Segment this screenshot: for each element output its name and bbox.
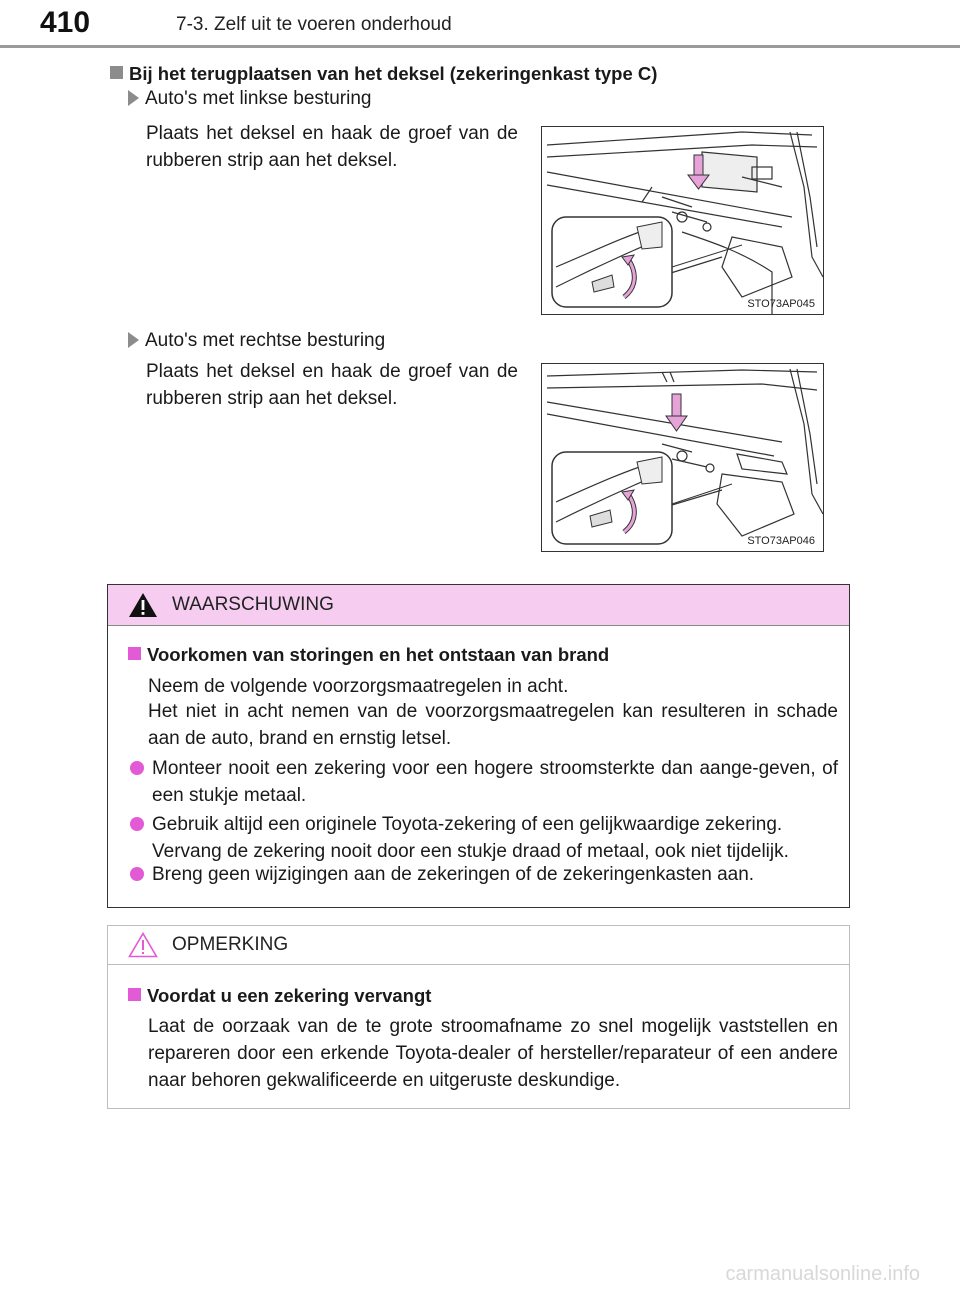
lhd-instruction: Plaats het deksel en haak de groef van de rubberen strip aan het deksel. — [146, 123, 518, 171]
circle-bullet-icon — [130, 817, 144, 831]
note-text: Laat de oorzaak van de te grote stroomafname zo snel mogelijk vaststellen en repareren door een erkende Toyota-dealer of hersteller/reparateur of een andere naar behoren gekwalificeerde en uitgeruste deskundige. — [148, 1016, 838, 1091]
note-heading-text: Voordat u een zekering vervangt — [147, 985, 432, 1006]
circle-bullet-icon — [130, 761, 144, 775]
square-bullet-icon — [128, 988, 141, 1001]
rhd-detail-inset — [552, 452, 732, 544]
warning-title: WAARSCHUWING — [172, 594, 334, 615]
section-heading-text: Bij het terugplaatsen van het deksel (zekeringenkast type C) — [129, 63, 658, 84]
rhd-instruction: Plaats het deksel en haak de groef van de rubberen strip aan het deksel. — [146, 361, 518, 409]
circle-bullet-icon — [130, 867, 144, 881]
warning-triangle-icon — [128, 592, 158, 618]
lhd-detail-inset — [552, 217, 742, 307]
warning-header — [108, 585, 849, 626]
triangle-bullet-icon — [128, 332, 139, 348]
square-bullet-icon — [110, 66, 123, 79]
note-box — [107, 925, 850, 1109]
warning-bullet — [130, 861, 838, 888]
warning-bullet-text: Breng geen wijzigingen aan de zekeringen of de zekeringenkasten aan. — [152, 864, 755, 885]
warning-bullet-text: Monteer nooit een zekering voor een hogere stroomsterkte dan aange-geven, of een stukje metaal. — [152, 758, 838, 806]
lhd-illustration — [542, 127, 823, 314]
warning-bullet — [130, 811, 838, 865]
rhd-illustration — [542, 364, 823, 551]
header-rule — [0, 45, 960, 48]
warning-intro-1: Neem de volgende voorzorgsmaatregelen in acht. — [148, 676, 569, 697]
note-title: OPMERKING — [172, 934, 289, 955]
note-heading — [128, 985, 431, 1007]
rhd-label — [128, 330, 385, 352]
lhd-figure-code: STO73AP045 — [747, 298, 815, 310]
triangle-bullet-icon — [128, 90, 139, 106]
lhd-label-text: Auto's met linkse besturing — [145, 88, 372, 109]
square-bullet-icon — [128, 647, 141, 660]
lhd-label — [128, 88, 371, 110]
page-number: 410 — [40, 6, 91, 39]
rhd-figure-code: STO73AP046 — [747, 535, 815, 547]
warning-box — [107, 584, 850, 908]
rhd-label-text: Auto's met rechtse besturing — [145, 330, 386, 351]
section-heading — [110, 63, 657, 85]
warning-intro-2: Het niet in acht nemen van de voorzorgsmaatregelen kan resulteren in schade aan de auto, brand en ernstig letsel. — [148, 701, 838, 749]
watermark: carmanualsonline.info — [725, 1263, 920, 1285]
chapter-title: 7-3. Zelf uit te voeren onderhoud — [176, 14, 452, 35]
warning-bullet — [130, 755, 838, 809]
note-triangle-icon — [128, 932, 158, 958]
warning-bullet-text: Gebruik altijd een originele Toyota-zekering of een gelijkwaardige zekering. Vervang de zekering nooit door een stukje draad of metaal, ook niet tijdelijk. — [152, 814, 789, 862]
lhd-figure — [541, 126, 824, 315]
note-header — [108, 926, 849, 965]
warning-heading — [128, 644, 609, 666]
warning-heading-text: Voorkomen van storingen en het ontstaan van brand — [147, 644, 610, 665]
rhd-figure — [541, 363, 824, 552]
